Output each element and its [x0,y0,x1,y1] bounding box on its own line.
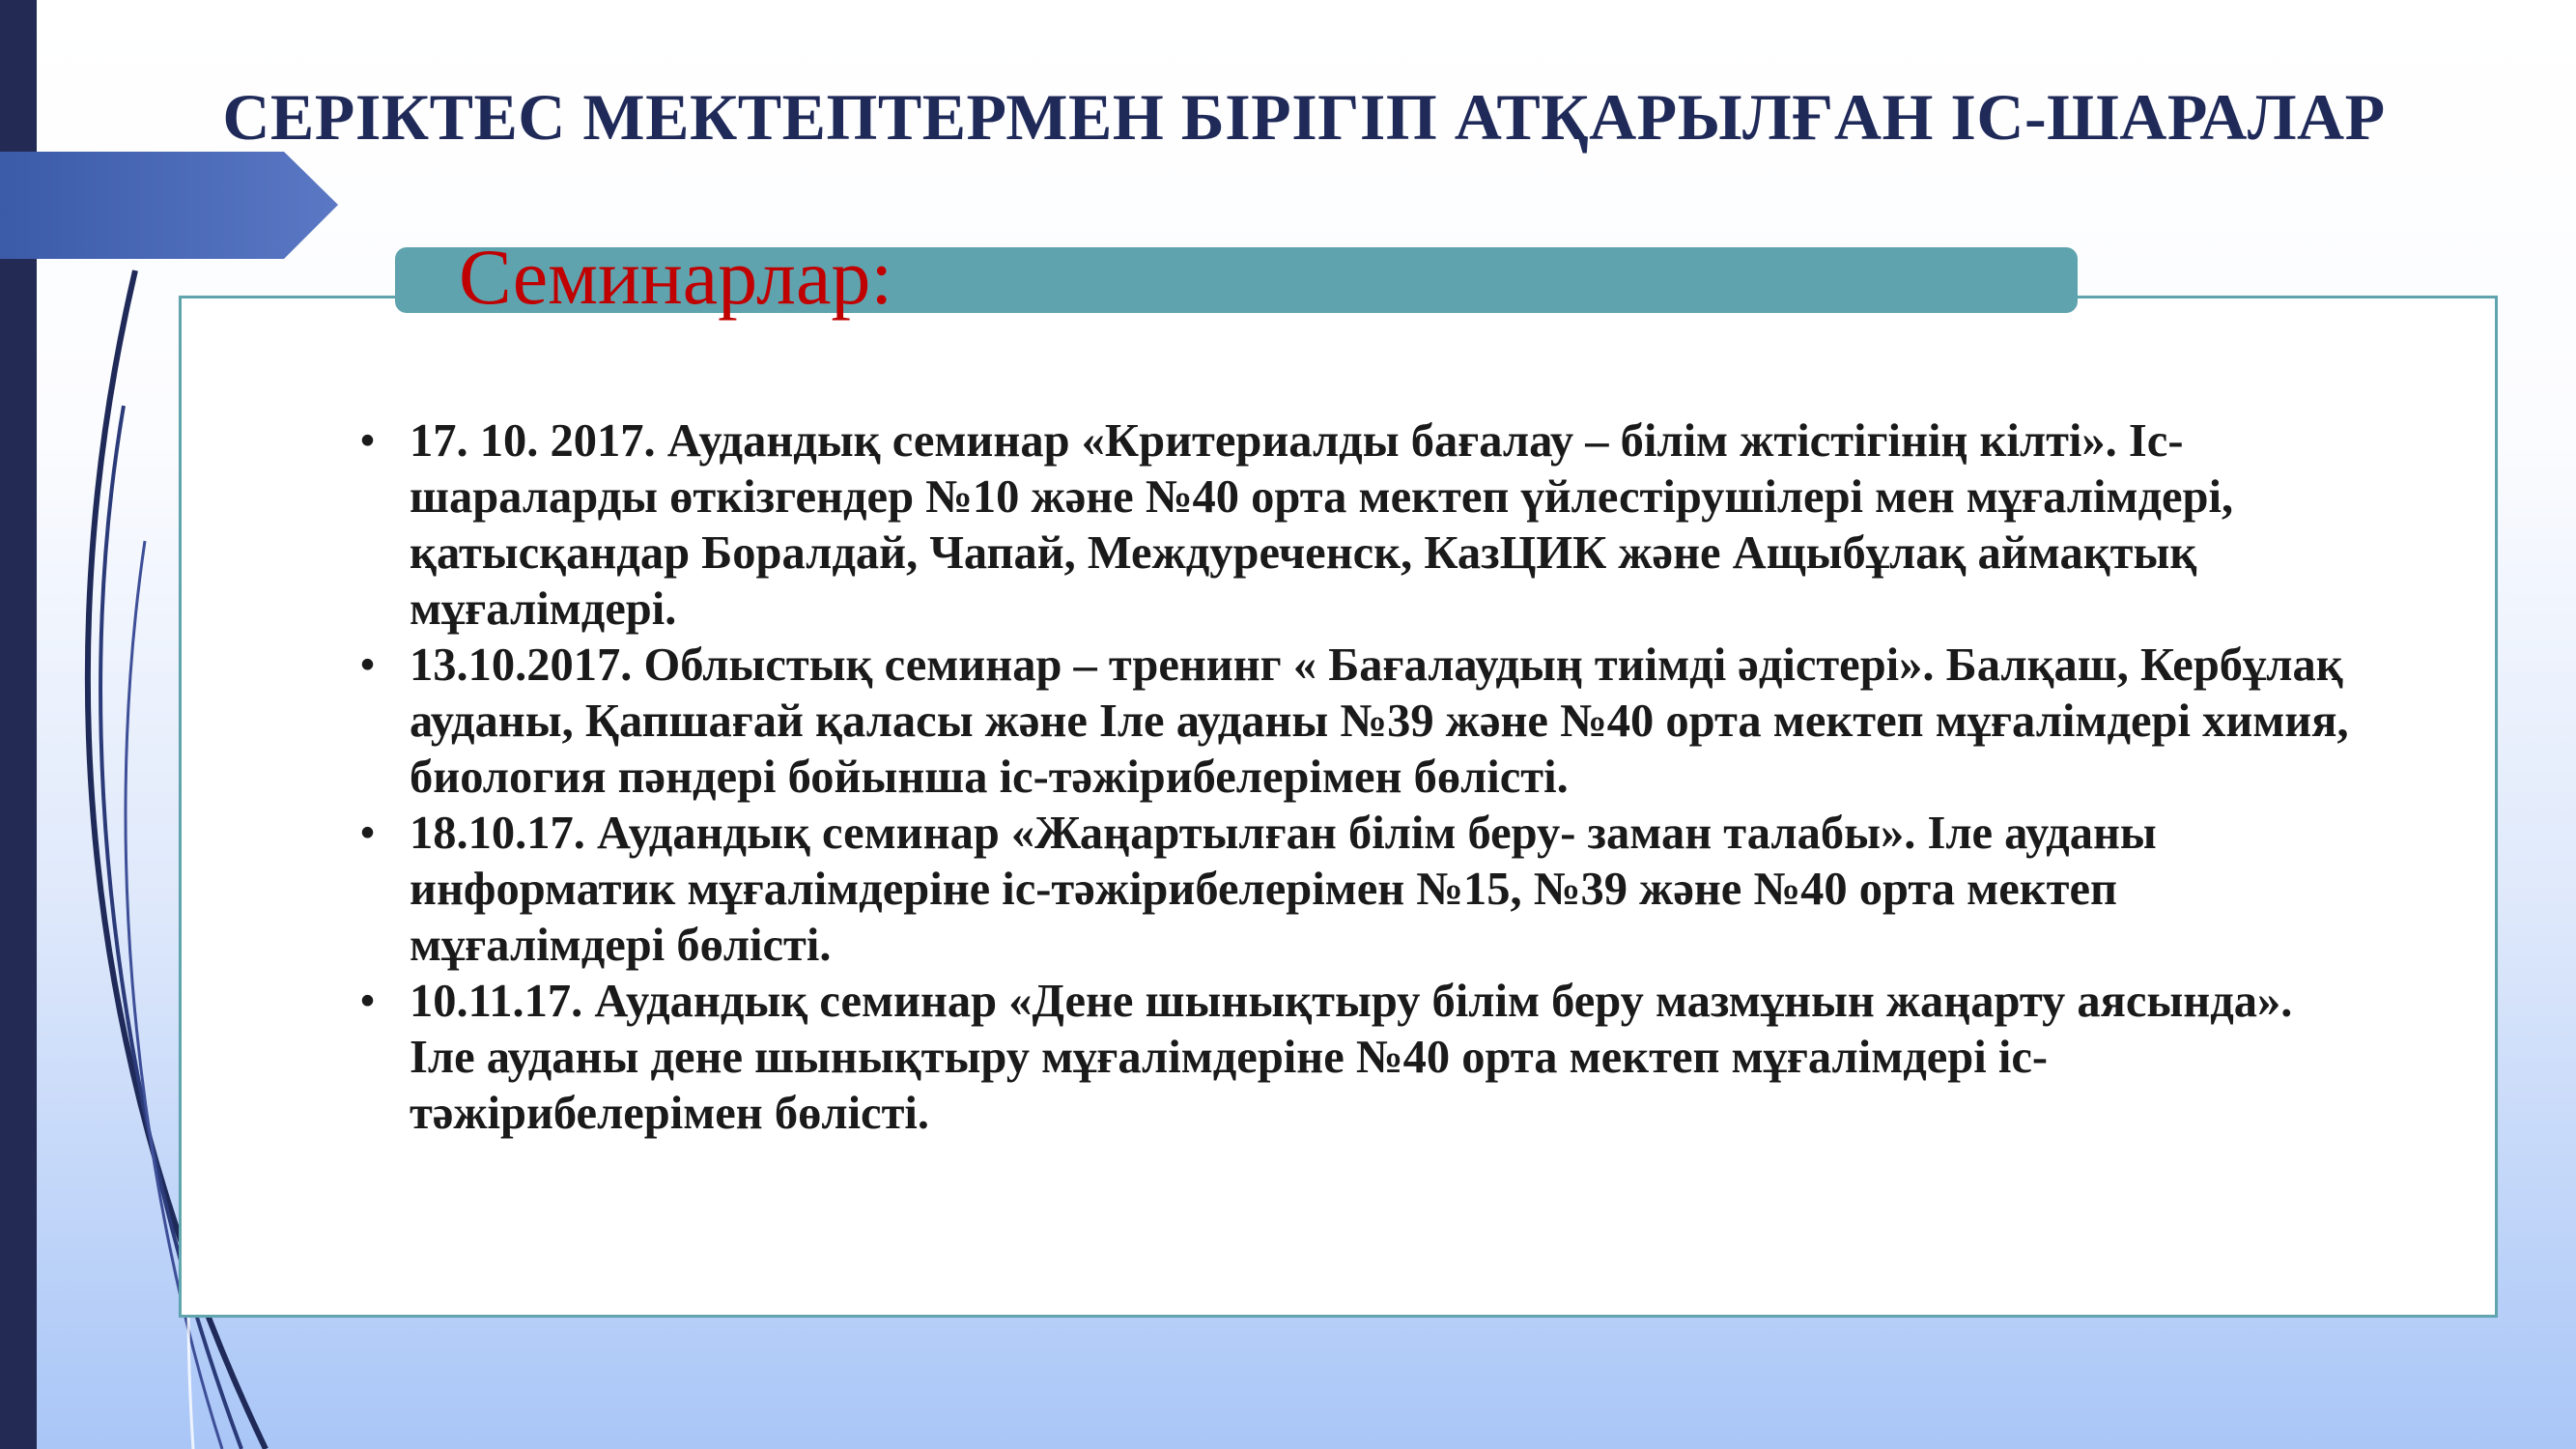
item-text: . Аудандық семинар «Критериалды бағалау – білім жтістігінің кілті». Іс-шараларды өткізгендер №10 және №40 орта мектеп үйлестірушілері мен мұғалімдері, қатысқандар Боралдай, Чапай, Междуреченск, КазЦИК және Ащыбұлақ аймақтық мұғалімдері. [410,415,2234,635]
item-date: 18.10.17. [410,808,585,859]
item-text: Облыстық семинар – тренинг « Бағалаудың тиімді әдістері». Балқаш, Кербұлақ ауданы, Қапшағай қаласы және Іле ауданы №39 және №40 орта мектеп мұғалімдері химия, биология пәндері бойынша іс-тәжірибелерімен бөлісті. [410,639,2349,803]
item-date: 10.11.17. [410,976,583,1027]
section-title: Семинарлар: [459,233,893,321]
list-item [359,806,2368,974]
list-item [359,413,2368,638]
seminar-list [359,413,2368,1142]
item-text: Аудандық семинар «Жаңартылған білім беру- заман талабы». Іле ауданы информатик мұғалімдеріне іс-тәжірибелерімен №15, №39 және №40 орта мектеп мұғалімдері бөлісті. [410,808,2157,971]
item-date: 17. 10. 2017 [410,415,644,467]
item-date: 13.10.2017. [410,639,633,691]
arrow-banner-shape [0,152,338,259]
list-item [359,974,2368,1142]
slide-title: СЕРІКТЕС МЕКТЕПТЕРМЕН БІРІГІП АТҚАРЫЛҒАН ІС-ШАРАЛАР [222,80,2386,154]
item-text: Аудандық семинар «Дене шынықтыру білім беру мазмұнын жаңарту аясында». Іле ауданы дене шынықтыру мұғалімдеріне №40 орта мектеп мұғалімдері іс-тәжірибелерімен бөлісті. [410,976,2293,1139]
list-item [359,638,2368,806]
